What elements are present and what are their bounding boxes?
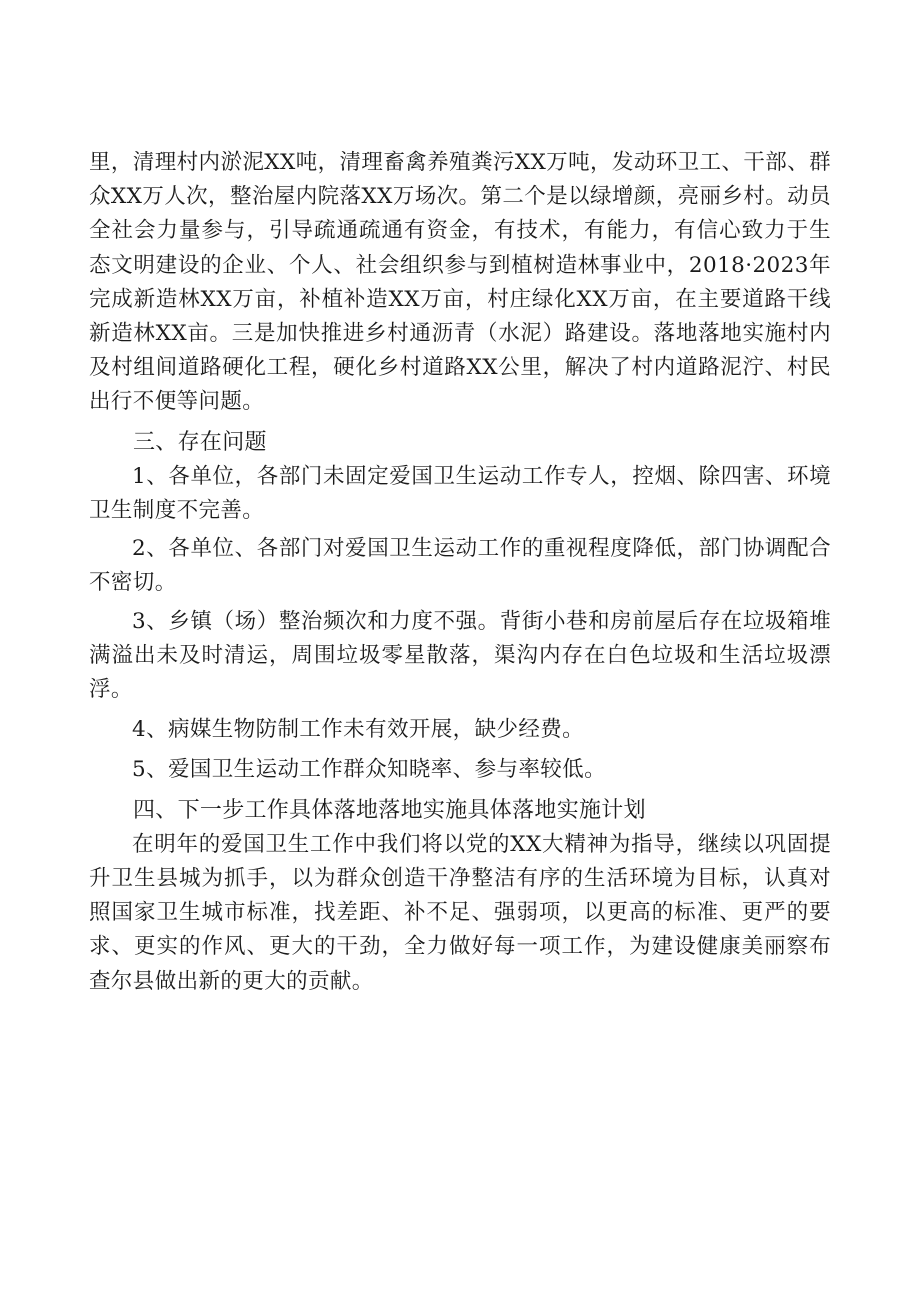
intro-paragraph: 里，清理村内淤泥XX吨，清理畜禽养殖粪污XX万吨，发动环卫工、干部、群众XX万人次，整治屋内院落XX万场次。第二个是以绿增颜，亮丽乡村。动员全社会力量参与，引导疏通疏通有资金，有技术，有能力，有信心致力于生态文明建设的企业、个人、社会组织参与到植树造林事业中，2018·2023年完成新造林XX万亩，补植补造XX万亩，村庄绿化XX万亩，在主要道路干线新造林XX亩。三是加快推进乡村通沥青（水泥）路建设。落地落地实施村内及村组间道路硬化工程，硬化乡村道路XX公里，解决了村内道路泥泞、村民出行不便等问题。 — [89, 150, 831, 415]
section-3-heading: 三、存在问题 — [133, 429, 267, 455]
plan-paragraph: 在明年的爱国卫生工作中我们将以党的XX大精神为指导，继续以巩固提升卫生县城为抓手，以为群众创造干净整洁有序的生活环境为目标，认真对照国家卫生城市标准，找差距、补不足、强弱项，以更高的标准、更严的要求、更实的作风、更大的干劲，全力做好每一项工作，为建设健康美丽察布查尔县做出新的更大的贡献。 — [89, 831, 831, 994]
issue-item-5: 5、爱国卫生运动工作群众知晓率、参与率较低。 — [132, 757, 606, 783]
issue-item-3: 3、乡镇（场）整治频次和力度不强。背街小巷和房前屋后存在垃圾箱堆满溢出未及时清运，周围垃圾零星散落，渠沟内存在白色垃圾和生活垃圾漂浮。 — [89, 608, 831, 703]
issue-item-4: 4、病媒生物防制工作未有效开展，缺少经费。 — [132, 717, 585, 743]
issue-item-2: 2、各单位、各部门对爱国卫生运动工作的重视程度降低，部门协调配合不密切。 — [89, 536, 831, 596]
document-page — [89, 146, 831, 999]
section-4-heading: 四、下一步工作具体落地落地实施具体落地实施计划 — [133, 797, 646, 823]
issue-item-1: 1、各单位，各部门未固定爱国卫生运动工作专人，控烟、除四害、环境卫生制度不完善。 — [89, 463, 831, 524]
